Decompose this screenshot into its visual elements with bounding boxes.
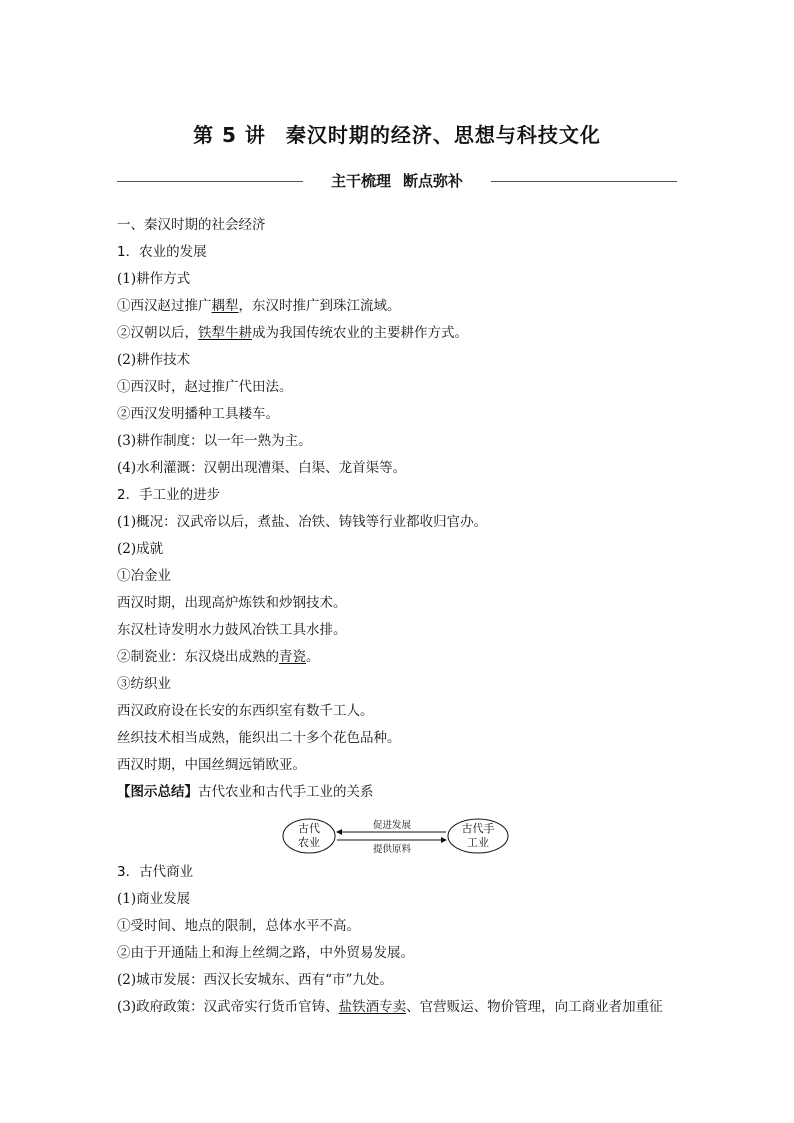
relationship-diagram <box>280 812 520 860</box>
item-iron-plow: ②汉朝以后，铁犁牛耕成为我国传统农业的主要耕作方式。 <box>117 325 468 341</box>
summary-line <box>117 783 374 801</box>
page-title <box>0 119 794 148</box>
agriculture-label-1: 古代 <box>298 822 320 835</box>
subheading-handicraft: 2．手工业的进步 <box>117 487 221 503</box>
item-daitian: ①西汉时，赵过推广代田法。 <box>117 379 293 395</box>
item-irrigation: (4)水利灌溉：汉朝出现漕渠、白渠、龙首渠等。 <box>117 460 407 476</box>
summary-tag: 【图示总结】 <box>117 784 198 800</box>
item-metallurgy: ①冶金业 <box>117 568 171 584</box>
item-city: (2)城市发展：西汉长安城东、西有“市”九处。 <box>117 972 393 988</box>
item-ouli: ①西汉赵过推广耦犁，东汉时推广到珠江流域。 <box>117 298 401 314</box>
item-silk-export: 西汉时期，中国丝绸远销欧亚。 <box>117 757 306 773</box>
subheading-agriculture: 1．农业的发展 <box>117 244 207 260</box>
item-shuipai: 东汉杜诗发明水力鼓风冶铁工具水排。 <box>117 622 347 638</box>
item-textile: ③纺织业 <box>117 676 171 692</box>
section-header <box>117 170 677 194</box>
lecture-number: 第 5 讲 <box>193 123 266 147</box>
item-blast-furnace: 西汉时期，出现高炉炼铁和炒钢技术。 <box>117 595 347 611</box>
item-farming-system: (3)耕作制度：以一年一熟为主。 <box>117 433 312 449</box>
item-farming-tech: (2)耕作技术 <box>117 352 191 368</box>
promote-label: 促进发展 <box>372 820 412 831</box>
item-porcelain: ②制瓷业：东汉烧出成熟的青瓷。 <box>117 649 320 665</box>
subheading-commerce: 3．古代商业 <box>117 864 194 880</box>
handicraft-label-1: 古代手 <box>461 822 495 835</box>
item-achievements: (2)成就 <box>117 541 164 557</box>
divider-right <box>491 181 677 182</box>
item-louche: ②西汉发明播种工具耧车。 <box>117 406 279 422</box>
section-title: 主干梳理 断点弥补 <box>330 172 464 190</box>
heading-1: 一、秦汉时期的社会经济 <box>117 217 266 233</box>
item-commerce-dev: (1)商业发展 <box>117 891 191 907</box>
item-farming-method: (1)耕作方式 <box>117 271 191 287</box>
summary-text: 古代农业和古代手工业的关系 <box>198 784 374 800</box>
supply-label: 提供原料 <box>372 844 412 855</box>
item-silk-road: ②由于开通陆上和海上丝绸之路，中外贸易发展。 <box>117 945 414 961</box>
agriculture-label-2: 农业 <box>298 836 320 849</box>
item-policy: (3)政府政策：汉武帝实行货币官铸、盐铁酒专卖、官营贩运、物价管理，向工商业者加重征 <box>117 999 663 1015</box>
item-limits: ①受时间、地点的限制，总体水平不高。 <box>117 918 360 934</box>
item-silk-tech: 丝织技术相当成熟，能织出二十多个花色品种。 <box>117 730 401 746</box>
lecture-topic: 秦汉时期的经济、思想与科技文化 <box>285 123 601 147</box>
item-overview: (1)概况：汉武帝以后，煮盐、冶铁、铸钱等行业都收归官办。 <box>117 514 488 530</box>
divider-left <box>117 181 303 182</box>
handicraft-label-2: 工业 <box>467 836 489 849</box>
item-weaving-room: 西汉政府设在长安的东西织室有数千工人。 <box>117 703 374 719</box>
